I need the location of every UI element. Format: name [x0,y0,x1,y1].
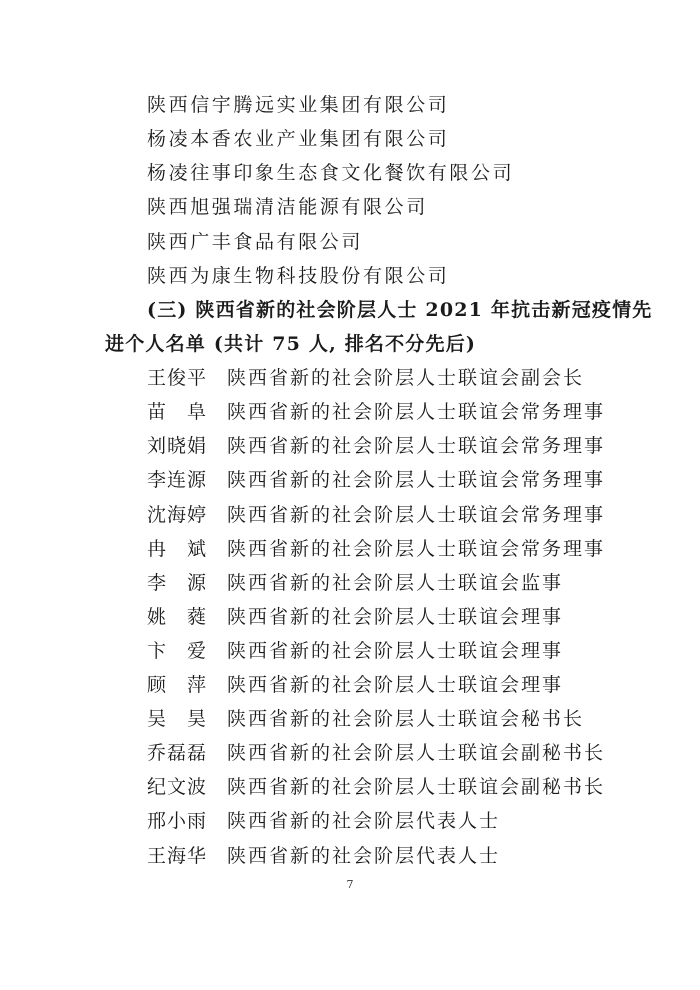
person-affiliation: 陕西省新的社会阶层代表人士 [227,845,501,867]
person-name: 卞 爱 [147,640,208,662]
person-affiliation: 陕西省新的社会阶层人士联谊会副秘书长 [227,776,606,798]
person-affiliation: 陕西省新的社会阶层人士联谊会常务理事 [227,401,606,423]
person-affiliation: 陕西省新的社会阶层人士联谊会常务理事 [227,469,606,491]
person-name: 李连源 [147,469,208,491]
section-heading-line1: (三) 陕西省新的社会阶层人士 2021 年抗击新冠疫情先 [147,299,653,321]
person-affiliation: 陕西省新的社会阶层人士联谊会副会长 [227,367,585,389]
person-name: 王俊平 [147,367,208,389]
person-name: 苗 阜 [147,401,208,423]
person-affiliation: 陕西省新的社会阶层人士联谊会监事 [227,572,564,594]
company-line: 杨凌本香农业产业集团有限公司 [147,128,450,150]
person-affiliation: 陕西省新的社会阶层人士联谊会秘书长 [227,708,585,730]
person-name: 冉 斌 [147,538,208,560]
person-affiliation: 陕西省新的社会阶层人士联谊会常务理事 [227,435,606,457]
company-line: 陕西信宇腾远实业集团有限公司 [147,94,450,116]
person-name: 吴 昊 [147,708,208,730]
person-name: 沈海婷 [147,504,208,526]
person-name: 纪文波 [147,776,208,798]
page-number: 7 [346,878,354,891]
person-affiliation: 陕西省新的社会阶层人士联谊会理事 [227,640,564,662]
person-affiliation: 陕西省新的社会阶层代表人士 [227,810,501,832]
person-affiliation: 陕西省新的社会阶层人士联谊会常务理事 [227,538,606,560]
person-name: 邢小雨 [147,810,208,832]
person-name: 王海华 [147,845,208,867]
person-name: 刘晓娟 [147,435,208,457]
company-line: 陕西旭强瑞清洁能源有限公司 [147,196,428,218]
company-line: 杨凌往事印象生态食文化餐饮有限公司 [147,162,515,184]
person-affiliation: 陕西省新的社会阶层人士联谊会常务理事 [227,504,606,526]
person-name: 姚 蕤 [147,606,208,628]
person-affiliation: 陕西省新的社会阶层人士联谊会副秘书长 [227,742,606,764]
company-line: 陕西广丰食品有限公司 [147,231,364,253]
person-affiliation: 陕西省新的社会阶层人士联谊会理事 [227,674,564,696]
person-name: 李 源 [147,572,208,594]
section-heading-line2: 进个人名单 (共计 75 人, 排名不分先后) [105,333,477,355]
company-line: 陕西为康生物科技股份有限公司 [147,265,450,287]
person-name: 顾 萍 [147,674,208,696]
person-affiliation: 陕西省新的社会阶层人士联谊会理事 [227,606,564,628]
person-name: 乔磊磊 [147,742,208,764]
